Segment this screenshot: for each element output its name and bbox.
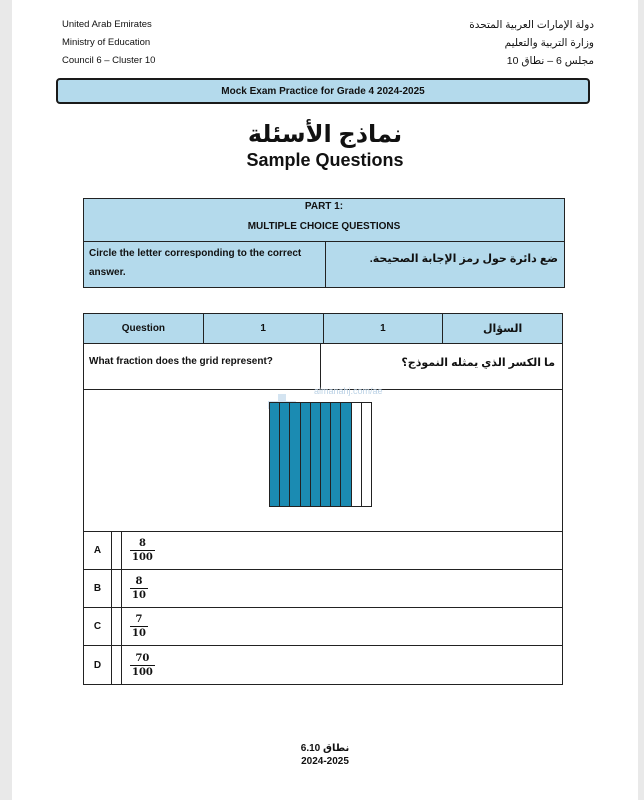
title-arabic: نماذج الأسئلة	[247, 121, 403, 148]
option-letter[interactable]: B	[84, 570, 112, 607]
option-value	[122, 608, 562, 645]
question-text-english: What fraction does the grid represent?	[84, 344, 321, 389]
question-header-label-ar: السؤال	[482, 323, 523, 335]
grid-column-empty	[352, 403, 362, 506]
option-divider	[112, 646, 122, 684]
fraction-bar	[130, 665, 155, 666]
fraction-numerator: 70	[135, 652, 150, 664]
header-ministry: Ministry of Education	[62, 37, 151, 48]
fraction-grid	[269, 402, 372, 507]
fraction-numerator: 8	[138, 538, 146, 549]
question-text-row	[84, 344, 562, 390]
question-text-arabic: ما الكسر الذي يمثله النموذج؟	[401, 357, 555, 369]
grid-column-shaded	[280, 403, 290, 506]
header-council-ar: مجلس 6 – نطاق 10	[506, 55, 594, 67]
fraction	[130, 653, 155, 678]
option-letter[interactable]: A	[84, 532, 112, 569]
option-value	[122, 570, 562, 607]
instruction-row	[84, 241, 564, 288]
option-divider	[112, 608, 122, 645]
answer-option-b[interactable]	[84, 570, 562, 608]
option-value	[122, 646, 562, 684]
option-value	[122, 532, 562, 569]
header-country-ar: دولة الإمارات العربية المتحدة	[469, 19, 594, 31]
grid-column-shaded	[341, 403, 351, 506]
exam-page	[12, 0, 638, 800]
fraction-denominator: 10	[132, 628, 146, 639]
fraction-bar	[130, 626, 148, 627]
part-box	[83, 198, 565, 288]
header-country: United Arab Emirates	[62, 19, 152, 30]
grid-column-shaded	[321, 403, 331, 506]
header-ministry-ar: وزارة التربية والتعليم	[504, 37, 594, 49]
grid-column-shaded	[270, 403, 280, 506]
option-divider	[112, 532, 122, 569]
answer-option-c[interactable]	[84, 608, 562, 646]
fraction-denominator: 10	[132, 590, 146, 601]
fraction-denominator: 100	[132, 666, 153, 678]
part-heading: MULTIPLE CHOICE QUESTIONS	[247, 221, 401, 232]
header-right	[469, 16, 594, 70]
question-image-row	[84, 386, 562, 532]
fraction-denominator: 100	[132, 552, 153, 563]
question-header-row	[84, 314, 562, 344]
question-number-en: 1	[204, 314, 324, 343]
fraction	[130, 576, 148, 601]
question-table	[83, 313, 563, 685]
answer-option-a[interactable]	[84, 532, 562, 570]
watermark-text: almanahj.com/ae	[314, 386, 383, 396]
option-divider	[112, 570, 122, 607]
question-header-label: Question	[84, 314, 204, 343]
instruction-english: Circle the letter corresponding to the correct answer.	[84, 242, 326, 288]
grid-column-empty	[362, 403, 371, 506]
footer-cluster: نطاق 6.10	[300, 743, 350, 754]
grid-column-shaded	[301, 403, 311, 506]
grid-column-shaded	[311, 403, 321, 506]
part-label: PART 1:	[304, 201, 344, 212]
question-number-ar: 1	[324, 314, 444, 343]
instruction-arabic: ضع دائرة حول رمز الإجابة الصحيحة.	[369, 253, 558, 265]
fraction	[130, 614, 148, 639]
fraction-numerator: 7	[135, 614, 143, 625]
title-english: Sample Questions	[246, 150, 404, 170]
exam-banner: Mock Exam Practice for Grade 4 2024-2025	[56, 78, 590, 104]
fraction-bar	[130, 550, 155, 551]
option-letter[interactable]: D	[84, 646, 112, 684]
fraction	[130, 538, 155, 563]
grid-column-shaded	[290, 403, 300, 506]
option-letter[interactable]: C	[84, 608, 112, 645]
header-left	[62, 16, 155, 70]
footer-year: 2024-2025	[301, 756, 349, 767]
fraction-numerator: 8	[135, 576, 143, 587]
header-council: Council 6 – Cluster 10	[62, 55, 156, 66]
grid-column-shaded	[331, 403, 341, 506]
answer-option-d[interactable]	[84, 646, 562, 684]
fraction-bar	[130, 588, 148, 589]
